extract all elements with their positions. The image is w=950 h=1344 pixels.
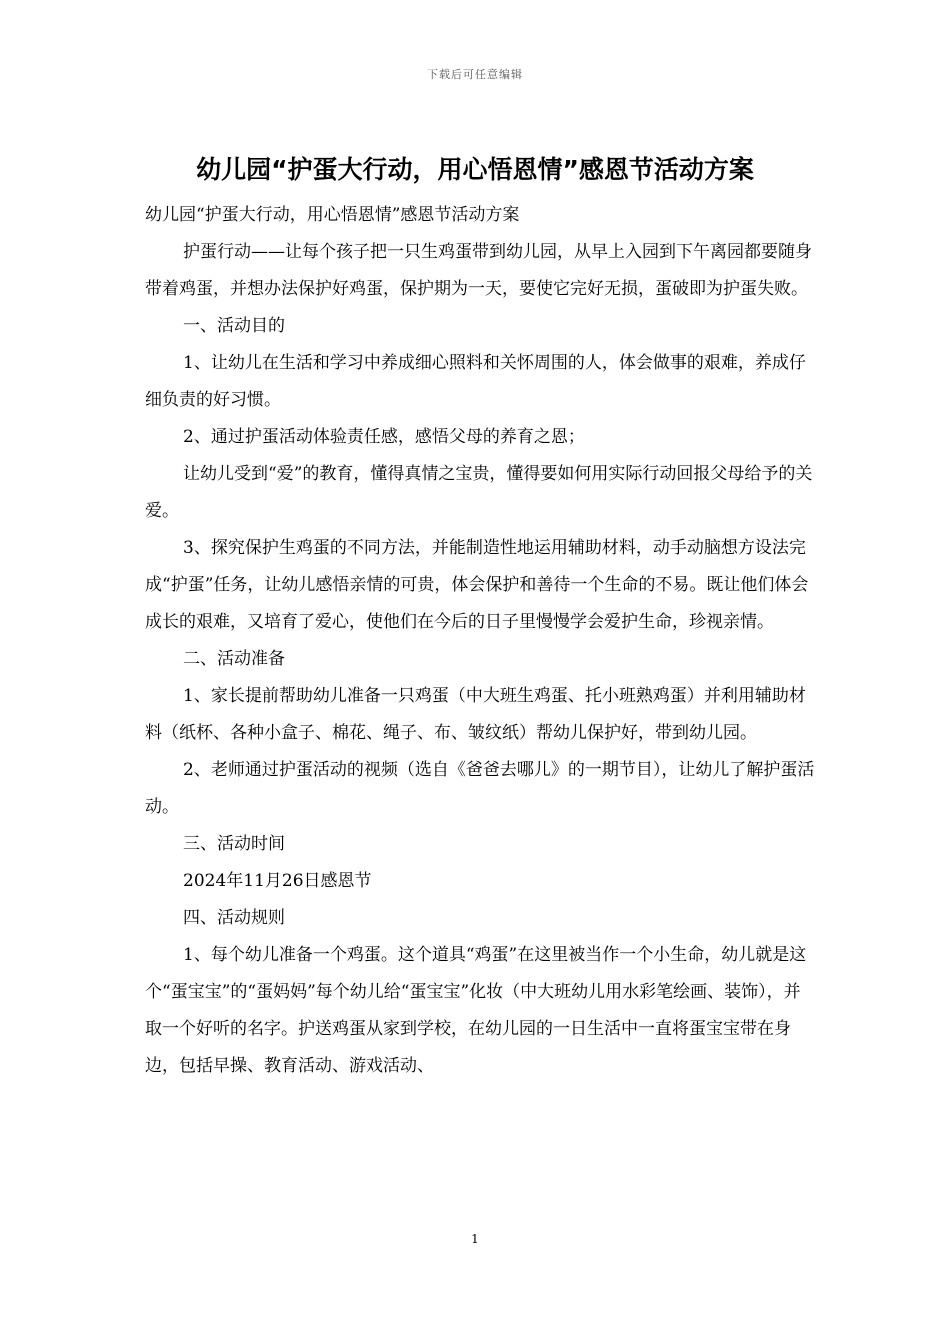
preparation-item-2: 2、老师通过护蛋活动的视频（选自《爸爸去哪儿》的一期节目），让幼儿了解护蛋活动。 xyxy=(145,760,815,817)
subtitle-paragraph: 幼儿园“护蛋大行动，用心悟恩情”感恩节活动方案 xyxy=(145,205,520,225)
document-title: 幼儿园“护蛋大行动，用心悟恩情”感恩节活动方案 xyxy=(196,155,754,184)
document-body xyxy=(145,197,817,1085)
header-note: 下载后可任意编辑 xyxy=(427,68,523,81)
section-heading-preparation: 二、活动准备 xyxy=(183,649,285,669)
preparation-item-1: 1、家长提前帮助幼儿准备一只鸡蛋（中大班生鸡蛋、托小班熟鸡蛋）并利用辅助材料（纸杯、各种小盒子、棉花、绳子、布、皱纹纸）帮幼儿保护好，带到幼儿园。 xyxy=(145,686,806,743)
purpose-item-2-continued: 让幼儿受到“爱”的教育，懂得真情之宝贵，懂得要如何用实际行动回报父母给予的关爱。 xyxy=(145,464,813,521)
purpose-item-3: 3、探究保护生鸡蛋的不同方法，并能制造性地运用辅助材料，动手动脑想方设法完成“护蛋”任务，让幼儿感悟亲情的可贵，体会保护和善待一个生命的不易。既让他们体会成长的艰难，又培育了爱心，使他们在今后的日子里慢慢学会爱护生命，珍视亲情。 xyxy=(145,538,809,632)
section-heading-rules: 四、活动规则 xyxy=(183,908,285,928)
purpose-item-2: 2、通过护蛋活动体验责任感，感悟父母的养育之恩； xyxy=(183,427,585,447)
section-heading-purpose: 一、活动目的 xyxy=(183,316,285,336)
rules-item-1: 1、每个幼儿准备一个鸡蛋。这个道具“鸡蛋”在这里被当作一个小生命，幼儿就是这个“蛋宝宝”的“蛋妈妈”每个幼儿给“蛋宝宝”化妆（中大班幼儿用水彩笔绘画、装饰），并取一个好听的名字。护送鸡蛋从家到学校，在幼儿园的一日生活中一直将蛋宝宝带在身边，包括早操、教育活动、游戏活动、 xyxy=(145,945,807,1076)
section-heading-time: 三、活动时间 xyxy=(183,834,285,854)
purpose-item-1: 1、让幼儿在生活和学习中养成细心照料和关怀周围的人，体会做事的艰难，养成仔细负责的好习惯。 xyxy=(145,353,806,410)
intro-paragraph: 护蛋行动——让每个孩子把一只生鸡蛋带到幼儿园，从早上入园到下午离园都要随身带着鸡蛋，并想办法保护好鸡蛋，保护期为一天，要使它完好无损，蛋破即为护蛋失败。 xyxy=(145,242,812,299)
activity-date: 2024年11月26日感恩节 xyxy=(183,871,372,891)
page-number: 1 xyxy=(471,1232,479,1246)
